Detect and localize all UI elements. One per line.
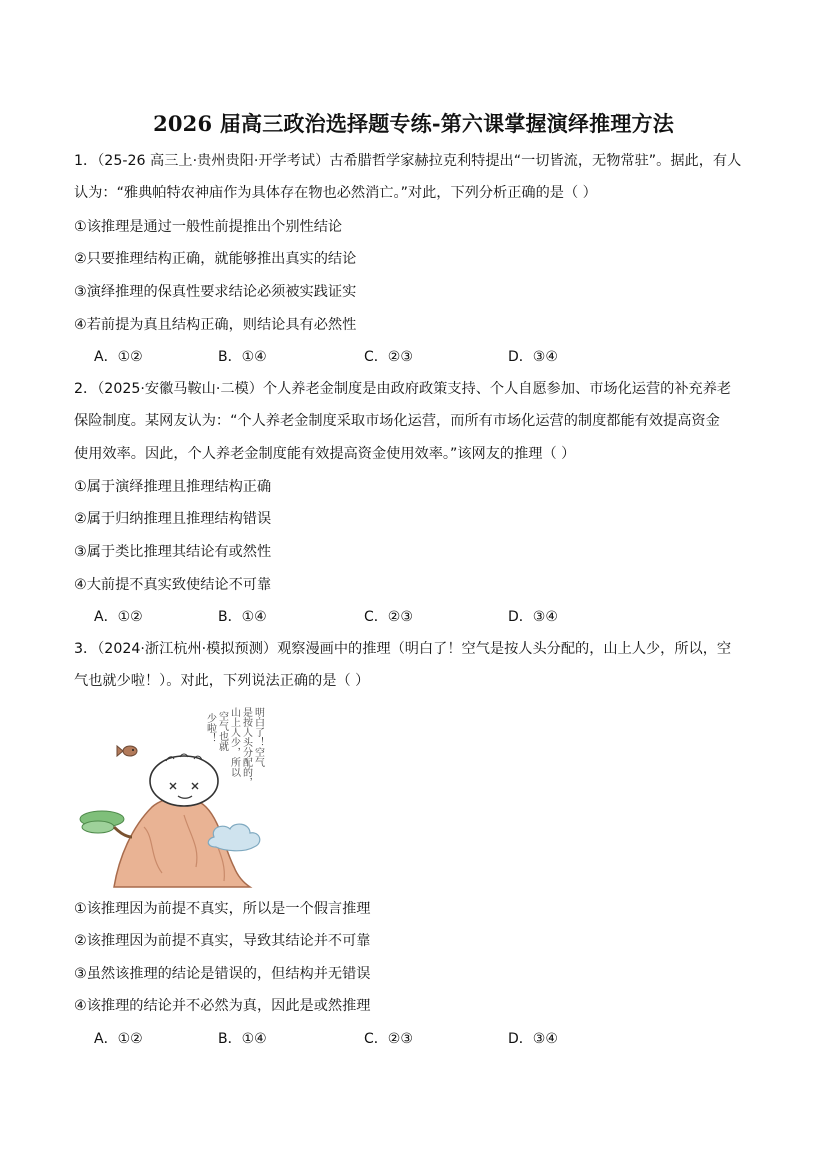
option-a[interactable]: A．①② (94, 609, 143, 625)
option-b[interactable]: B．①④ (218, 349, 267, 365)
page-title: 2026 届高三政治选择题专练-第六课掌握演绎推理方法 (153, 111, 674, 136)
statement-item: ②该推理因为前提不真实，导致其结论并不可靠 (74, 933, 371, 949)
question-stem-line: 1．（25-26 高三上·贵州贵阳·开学考试）古希腊哲学家赫拉克利特提出“一切皆流，无物常驻”。据此，有人 (74, 153, 742, 169)
option-c[interactable]: C．②③ (364, 1031, 413, 1047)
statement-item: ③演绎推理的保真性要求结论必须被实践证实 (74, 284, 357, 300)
statement-item: ③虽然该推理的结论是错误的，但结构并无错误 (74, 966, 371, 982)
statement-item: ③属于类比推理其结论有或然性 (74, 544, 272, 560)
option-d[interactable]: D．③④ (508, 609, 558, 625)
fish-icon (117, 746, 137, 756)
question-stem-line: 3．（2024·浙江杭州·模拟预测）观察漫画中的推理（明白了！空气是按人头分配的，山上人少，所以，空 (74, 641, 732, 657)
question-stem-line: 认为：“雅典帕特农神庙作为具体存在物也必然消亡。”对此，下列分析正确的是（ ） (74, 185, 597, 201)
statement-item: ②只要推理结构正确，就能够推出真实的结论 (74, 251, 357, 267)
option-c[interactable]: C．②③ (364, 609, 413, 625)
speech-line: 空气也就 (216, 711, 228, 751)
statement-item: ①该推理因为前提不真实，所以是一个假言推理 (74, 901, 371, 917)
option-b[interactable]: B．①④ (218, 609, 267, 625)
option-a[interactable]: A．①② (94, 349, 143, 365)
answer-options (94, 346, 694, 366)
statement-item: ②属于归纳推理且推理结构错误 (74, 511, 272, 527)
question-stem-line: 气也就少啦！）。对此，下列说法正确的是（ ） (74, 673, 370, 689)
statement-item: ④该推理的结论并不必然为真，因此是或然推理 (74, 998, 371, 1014)
option-b[interactable]: B．①④ (218, 1031, 267, 1047)
speech-line: 明白了！空气 (252, 707, 264, 767)
cartoon-illustration (74, 697, 284, 889)
statement-item: ①该推理是通过一般性前提推出个别性结论 (74, 219, 343, 235)
speech-line: 少啦！ (204, 713, 216, 743)
speech-line: 山上人少，所以 (228, 707, 240, 777)
option-a[interactable]: A．①② (94, 1031, 143, 1047)
answer-options (94, 1028, 694, 1048)
option-c[interactable]: C．②③ (364, 349, 413, 365)
tree-shape (80, 811, 132, 837)
statement-item: ④若前提为真且结构正确，则结论具有必然性 (74, 317, 357, 333)
option-d[interactable]: D．③④ (508, 1031, 558, 1047)
question-stem-line: 2．（2025·安徽马鞍山·二模）个人养老金制度是由政府政策支持、个人自愿参加、市场化运营的补充养老 (74, 381, 732, 397)
answer-options (94, 606, 694, 626)
question-stem-line: 保险制度。某网友认为：“个人养老金制度采取市场化运营，而所有市场化运营的制度都能有效提高资金 (74, 413, 720, 429)
statement-item: ①属于演绎推理且推理结构正确 (74, 479, 272, 495)
speech-line: 是按人头分配的， (240, 707, 252, 787)
question-stem-line: 使用效率。因此，个人养老金制度能有效提高资金使用效率。”该网友的推理（ ） (74, 446, 576, 462)
cloud-shape (208, 824, 260, 851)
option-d[interactable]: D．③④ (508, 349, 558, 365)
statement-item: ④大前提不真实致使结论不可靠 (74, 577, 272, 593)
character-figure (150, 754, 218, 806)
